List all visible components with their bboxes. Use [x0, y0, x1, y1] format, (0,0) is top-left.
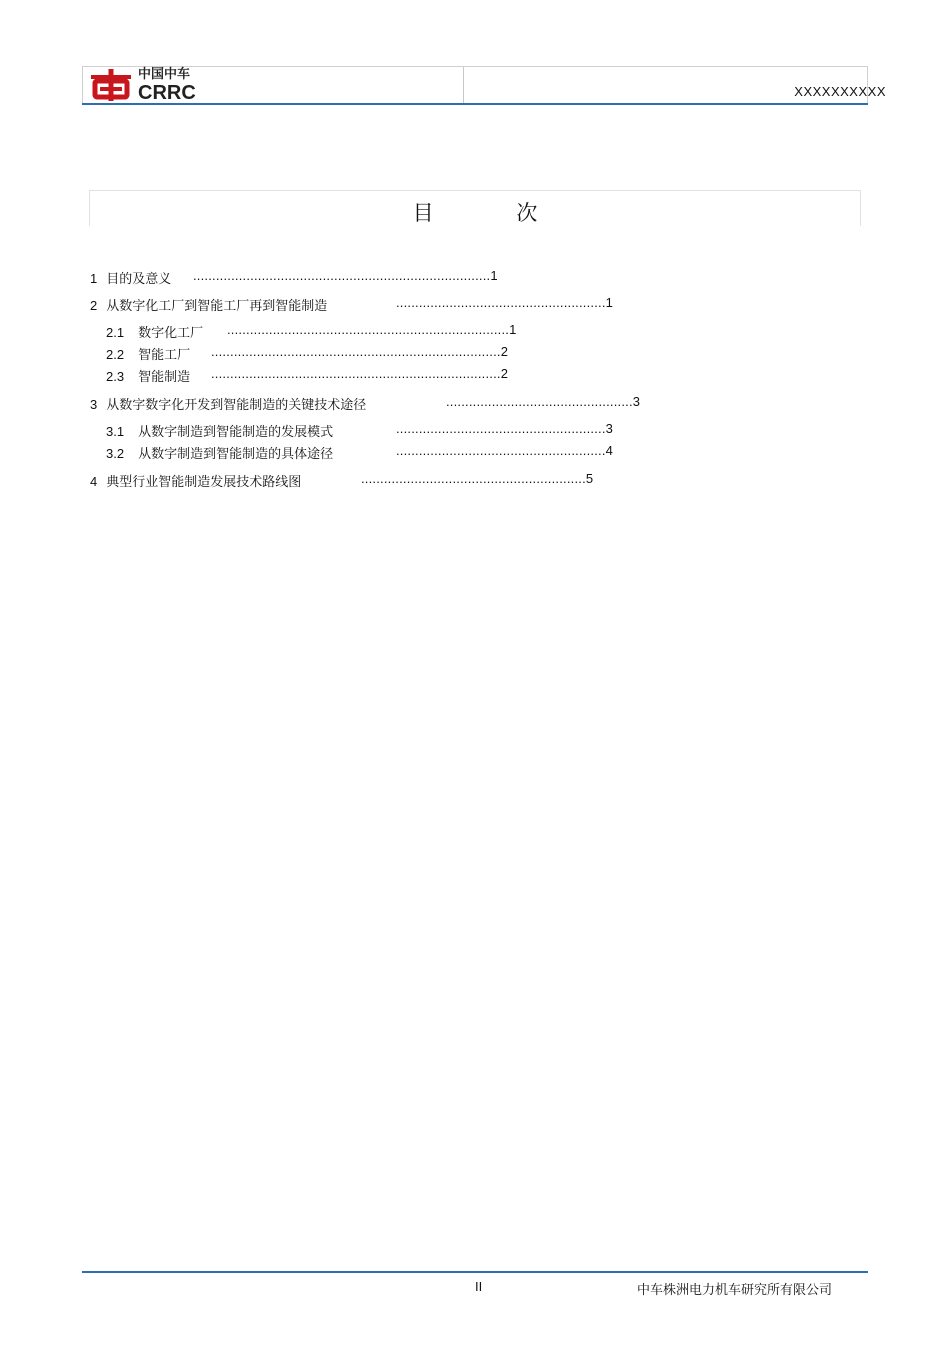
toc-entry-label: 智能工厂	[138, 348, 191, 363]
logo-chinese-text: 中国中车	[138, 66, 191, 82]
toc-entry-page: 5	[585, 471, 594, 486]
toc-entry-number: 3.1	[106, 424, 125, 439]
toc-title-box	[89, 190, 861, 226]
table-of-contents	[90, 268, 790, 498]
toc-entry[interactable]	[90, 421, 790, 443]
toc-entry-page: 1	[605, 295, 614, 310]
toc-entry-number: 2.3	[106, 369, 125, 384]
header-rule	[82, 103, 868, 105]
toc-entry-leader: .......................................................3	[396, 421, 614, 436]
toc-entry-page: 4	[605, 443, 614, 458]
toc-entry-label: 从数字化工厂到智能工厂再到智能制造	[106, 299, 328, 314]
toc-entry[interactable]	[90, 394, 790, 421]
toc-entry[interactable]	[90, 471, 790, 498]
toc-entry[interactable]	[90, 322, 790, 344]
toc-entry-page: 1	[509, 322, 517, 337]
toc-entry-page: 2	[500, 366, 509, 381]
toc-entry-leader: .................................................3	[446, 394, 641, 409]
toc-entry-number: 2.2	[106, 347, 125, 362]
logo-english-text: CRRC	[138, 81, 196, 104]
toc-entry-label: 数字化工厂	[138, 326, 204, 341]
toc-entry-leader: ..........................................................................1	[227, 322, 517, 337]
toc-entry-leader: .......................................................1	[396, 295, 614, 310]
toc-entry[interactable]	[90, 295, 790, 322]
toc-entry-number: 1	[90, 271, 98, 286]
toc-entry-number: 3.2	[106, 446, 125, 461]
toc-entry[interactable]	[90, 443, 790, 471]
toc-entry[interactable]	[90, 268, 790, 295]
toc-entry-page: 3	[632, 394, 641, 409]
toc-entry-leader: ...........................................................5	[361, 471, 594, 486]
toc-entry-number: 2.1	[106, 325, 125, 340]
toc-entry-page: 2	[500, 344, 509, 359]
toc-entry[interactable]	[90, 366, 790, 394]
toc-entry-number: 2	[90, 298, 98, 313]
toc-entry-label: 从数字数字化开发到智能制造的关键技术途径	[106, 398, 367, 413]
toc-entry-leader: .......................................................4	[396, 443, 614, 458]
toc-entry-number: 3	[90, 397, 98, 412]
toc-entry[interactable]	[90, 344, 790, 366]
footer-rule	[82, 1271, 868, 1273]
toc-entry-leader: ..............................................................................1	[193, 268, 498, 283]
crrc-emblem-icon	[91, 67, 131, 103]
toc-entry-label: 目的及意义	[106, 272, 172, 287]
toc-entry-page: 3	[605, 421, 614, 436]
toc-entry-label: 智能制造	[138, 370, 191, 385]
toc-entry-page: 1	[490, 268, 498, 283]
document-code: XXXXXXXXXX	[794, 84, 886, 99]
toc-entry-leader: ............................................................................2	[211, 344, 509, 359]
toc-entry-number: 4	[90, 474, 98, 489]
footer-organization: 中车株洲电力机车研究所有限公司	[636, 1283, 832, 1298]
toc-entry-label: 从数字制造到智能制造的具体途径	[138, 447, 334, 462]
toc-entry-label: 典型行业智能制造发展技术路线图	[106, 475, 302, 490]
crrc-logo	[91, 67, 196, 103]
toc-title: 目 次	[412, 201, 576, 225]
toc-entry-leader: ............................................................................2	[211, 366, 509, 381]
toc-entry-label: 从数字制造到智能制造的发展模式	[138, 425, 334, 440]
footer-page-number: II	[475, 1279, 483, 1294]
